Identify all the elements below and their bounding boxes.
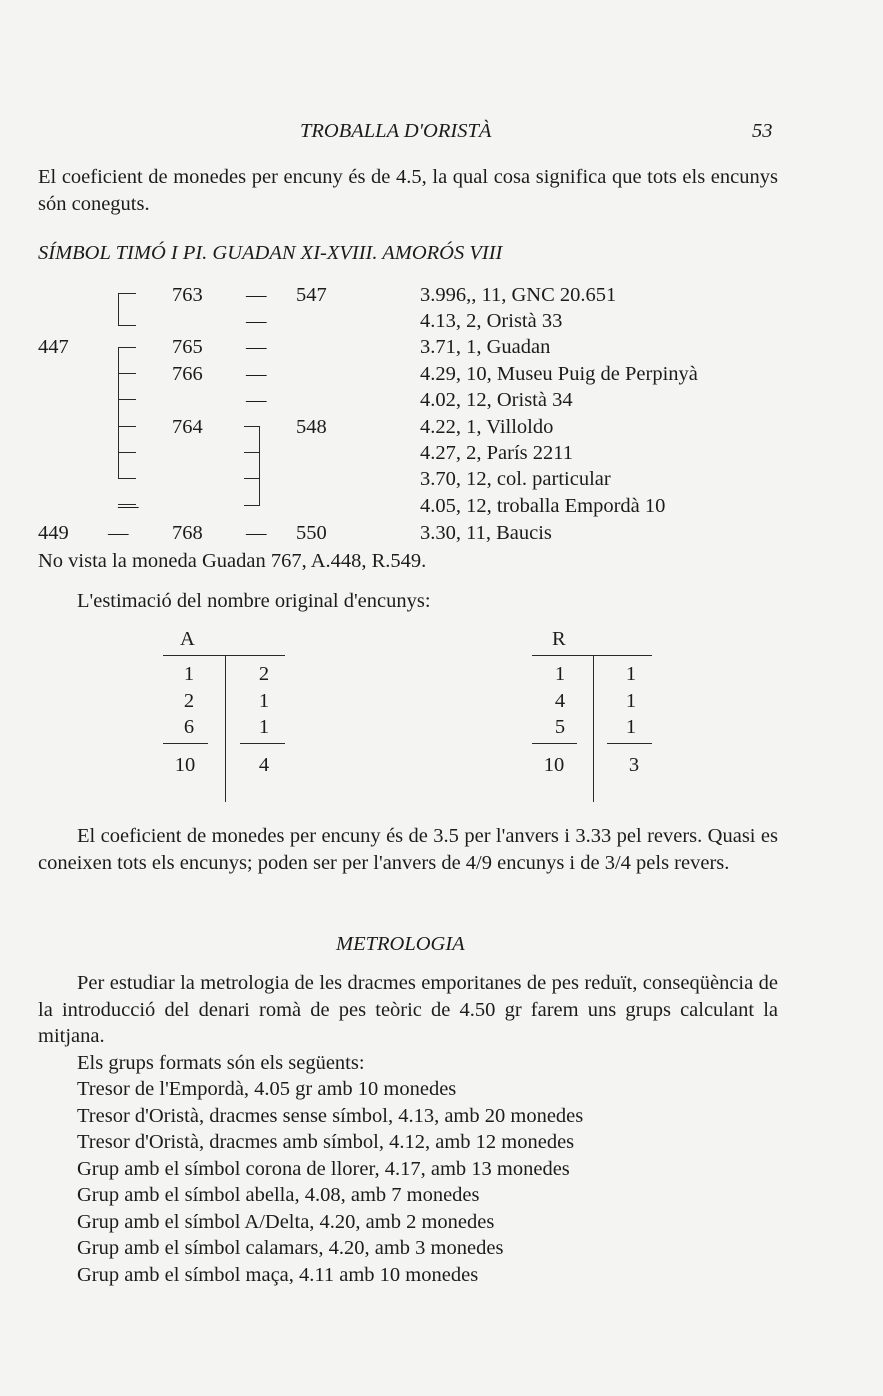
die-765: 765 bbox=[172, 336, 203, 358]
table-r-cell: 1 bbox=[625, 663, 637, 685]
group-item: Grup amb el símbol calamars, 4.20, amb 3 monedes bbox=[77, 1237, 504, 1259]
table-a-cell: 1 bbox=[258, 716, 270, 738]
dash: — bbox=[118, 495, 139, 517]
intro-paragraph: El coeficient de monedes per encuny és de 4.5, la qual cosa significa que tots els encunys són coneguts. bbox=[38, 166, 778, 215]
section-heading: SÍMBOL TIMÓ I PI. GUADAN XI-XVIII. AMORÓS VIII bbox=[38, 242, 503, 264]
table-r-header: R bbox=[552, 628, 566, 650]
table-a-cell: 2 bbox=[183, 690, 195, 712]
die-768: 768 bbox=[172, 522, 203, 544]
dash: — bbox=[108, 522, 129, 544]
die-763: 763 bbox=[172, 284, 203, 306]
groups-intro: Els grups formats són els següents: bbox=[77, 1052, 365, 1074]
coin-entry: 4.02, 12, Oristà 34 bbox=[420, 389, 573, 411]
dash: — bbox=[246, 522, 267, 544]
table-a-cell: 6 bbox=[183, 716, 195, 738]
table-a-total: 4 bbox=[258, 754, 270, 776]
group-item: Grup amb el símbol corona de llorer, 4.17, amb 13 monedes bbox=[77, 1158, 570, 1180]
table-a-cell: 1 bbox=[258, 690, 270, 712]
estimation-intro: L'estimació del nombre original d'encunys: bbox=[77, 590, 431, 612]
anvers-449: 449 bbox=[38, 522, 69, 544]
table-a-header: A bbox=[180, 628, 195, 650]
anvers-447: 447 bbox=[38, 336, 69, 358]
group-item: Tresor d'Oristà, dracmes sense símbol, 4.13, amb 20 monedes bbox=[77, 1105, 584, 1127]
table-r-total: 3 bbox=[628, 754, 640, 776]
dash: — bbox=[246, 363, 267, 385]
table-r-cell: 1 bbox=[554, 663, 566, 685]
group-item: Tresor de l'Empordà, 4.05 gr amb 10 monedes bbox=[77, 1078, 457, 1100]
table-a-cell: 2 bbox=[258, 663, 270, 685]
group-item: Grup amb el símbol abella, 4.08, amb 7 monedes bbox=[77, 1184, 480, 1206]
coin-entry: 3.70, 12, col. particular bbox=[420, 468, 611, 490]
coin-entry: 4.13, 2, Oristà 33 bbox=[420, 310, 563, 332]
coin-entry: 4.29, 10, Museu Puig de Perpinyà bbox=[420, 363, 698, 385]
coin-entry: 4.22, 1, Villoldo bbox=[420, 416, 554, 438]
page-number: 53 bbox=[752, 120, 773, 142]
die-548: 548 bbox=[296, 416, 327, 438]
coin-entry: 3.71, 1, Guadan bbox=[420, 336, 551, 358]
die-766: 766 bbox=[172, 363, 203, 385]
table-r-cell: 1 bbox=[625, 690, 637, 712]
coefficient-paragraph: El coeficient de monedes per encuny és de 3.5 per l'anvers i 3.33 pel revers. Quasi es coneixen tots els encunys; poden ser per l'anvers de 4/9 encunys i de 3/4 pels revers. bbox=[38, 825, 778, 874]
running-title: TROBALLA D'ORISTÀ bbox=[300, 120, 492, 142]
table-a-total: 10 bbox=[174, 754, 196, 776]
group-item: Tresor d'Oristà, dracmes amb símbol, 4.12, amb 12 monedes bbox=[77, 1131, 575, 1153]
table-r-cell: 4 bbox=[554, 690, 566, 712]
dash: — bbox=[246, 336, 267, 358]
die-547: 547 bbox=[296, 284, 327, 306]
metrologia-heading: METROLOGIA bbox=[336, 933, 465, 955]
die-764: 764 bbox=[172, 416, 203, 438]
dash: — bbox=[246, 310, 267, 332]
group-item: Grup amb el símbol A/Delta, 4.20, amb 2 monedes bbox=[77, 1211, 495, 1233]
metrologia-paragraph: Per estudiar la metrologia de les dracmes emporitanes de pes reduït, conseqüència de la introducció del denari romà de pes teòric de 4.50 gr farem uns grups calculant la mitjana. bbox=[38, 972, 778, 1047]
table-a-cell: 1 bbox=[183, 663, 195, 685]
table-r-cell: 5 bbox=[554, 716, 566, 738]
die-550: 550 bbox=[296, 522, 327, 544]
coin-entry: 3.30, 11, Baucis bbox=[420, 522, 552, 544]
group-item: Grup amb el símbol maça, 4.11 amb 10 monedes bbox=[77, 1264, 479, 1286]
coin-entry: 3.996,, 11, GNC 20.651 bbox=[420, 284, 617, 306]
not-seen-note: No vista la moneda Guadan 767, A.448, R.549. bbox=[38, 550, 427, 572]
dash: — bbox=[246, 389, 267, 411]
dash: — bbox=[246, 284, 267, 306]
table-r-total: 10 bbox=[543, 754, 565, 776]
table-r-cell: 1 bbox=[625, 716, 637, 738]
coin-entry: 4.27, 2, París 2211 bbox=[420, 442, 573, 464]
coin-entry: 4.05, 12, troballa Empordà 10 bbox=[420, 495, 666, 517]
